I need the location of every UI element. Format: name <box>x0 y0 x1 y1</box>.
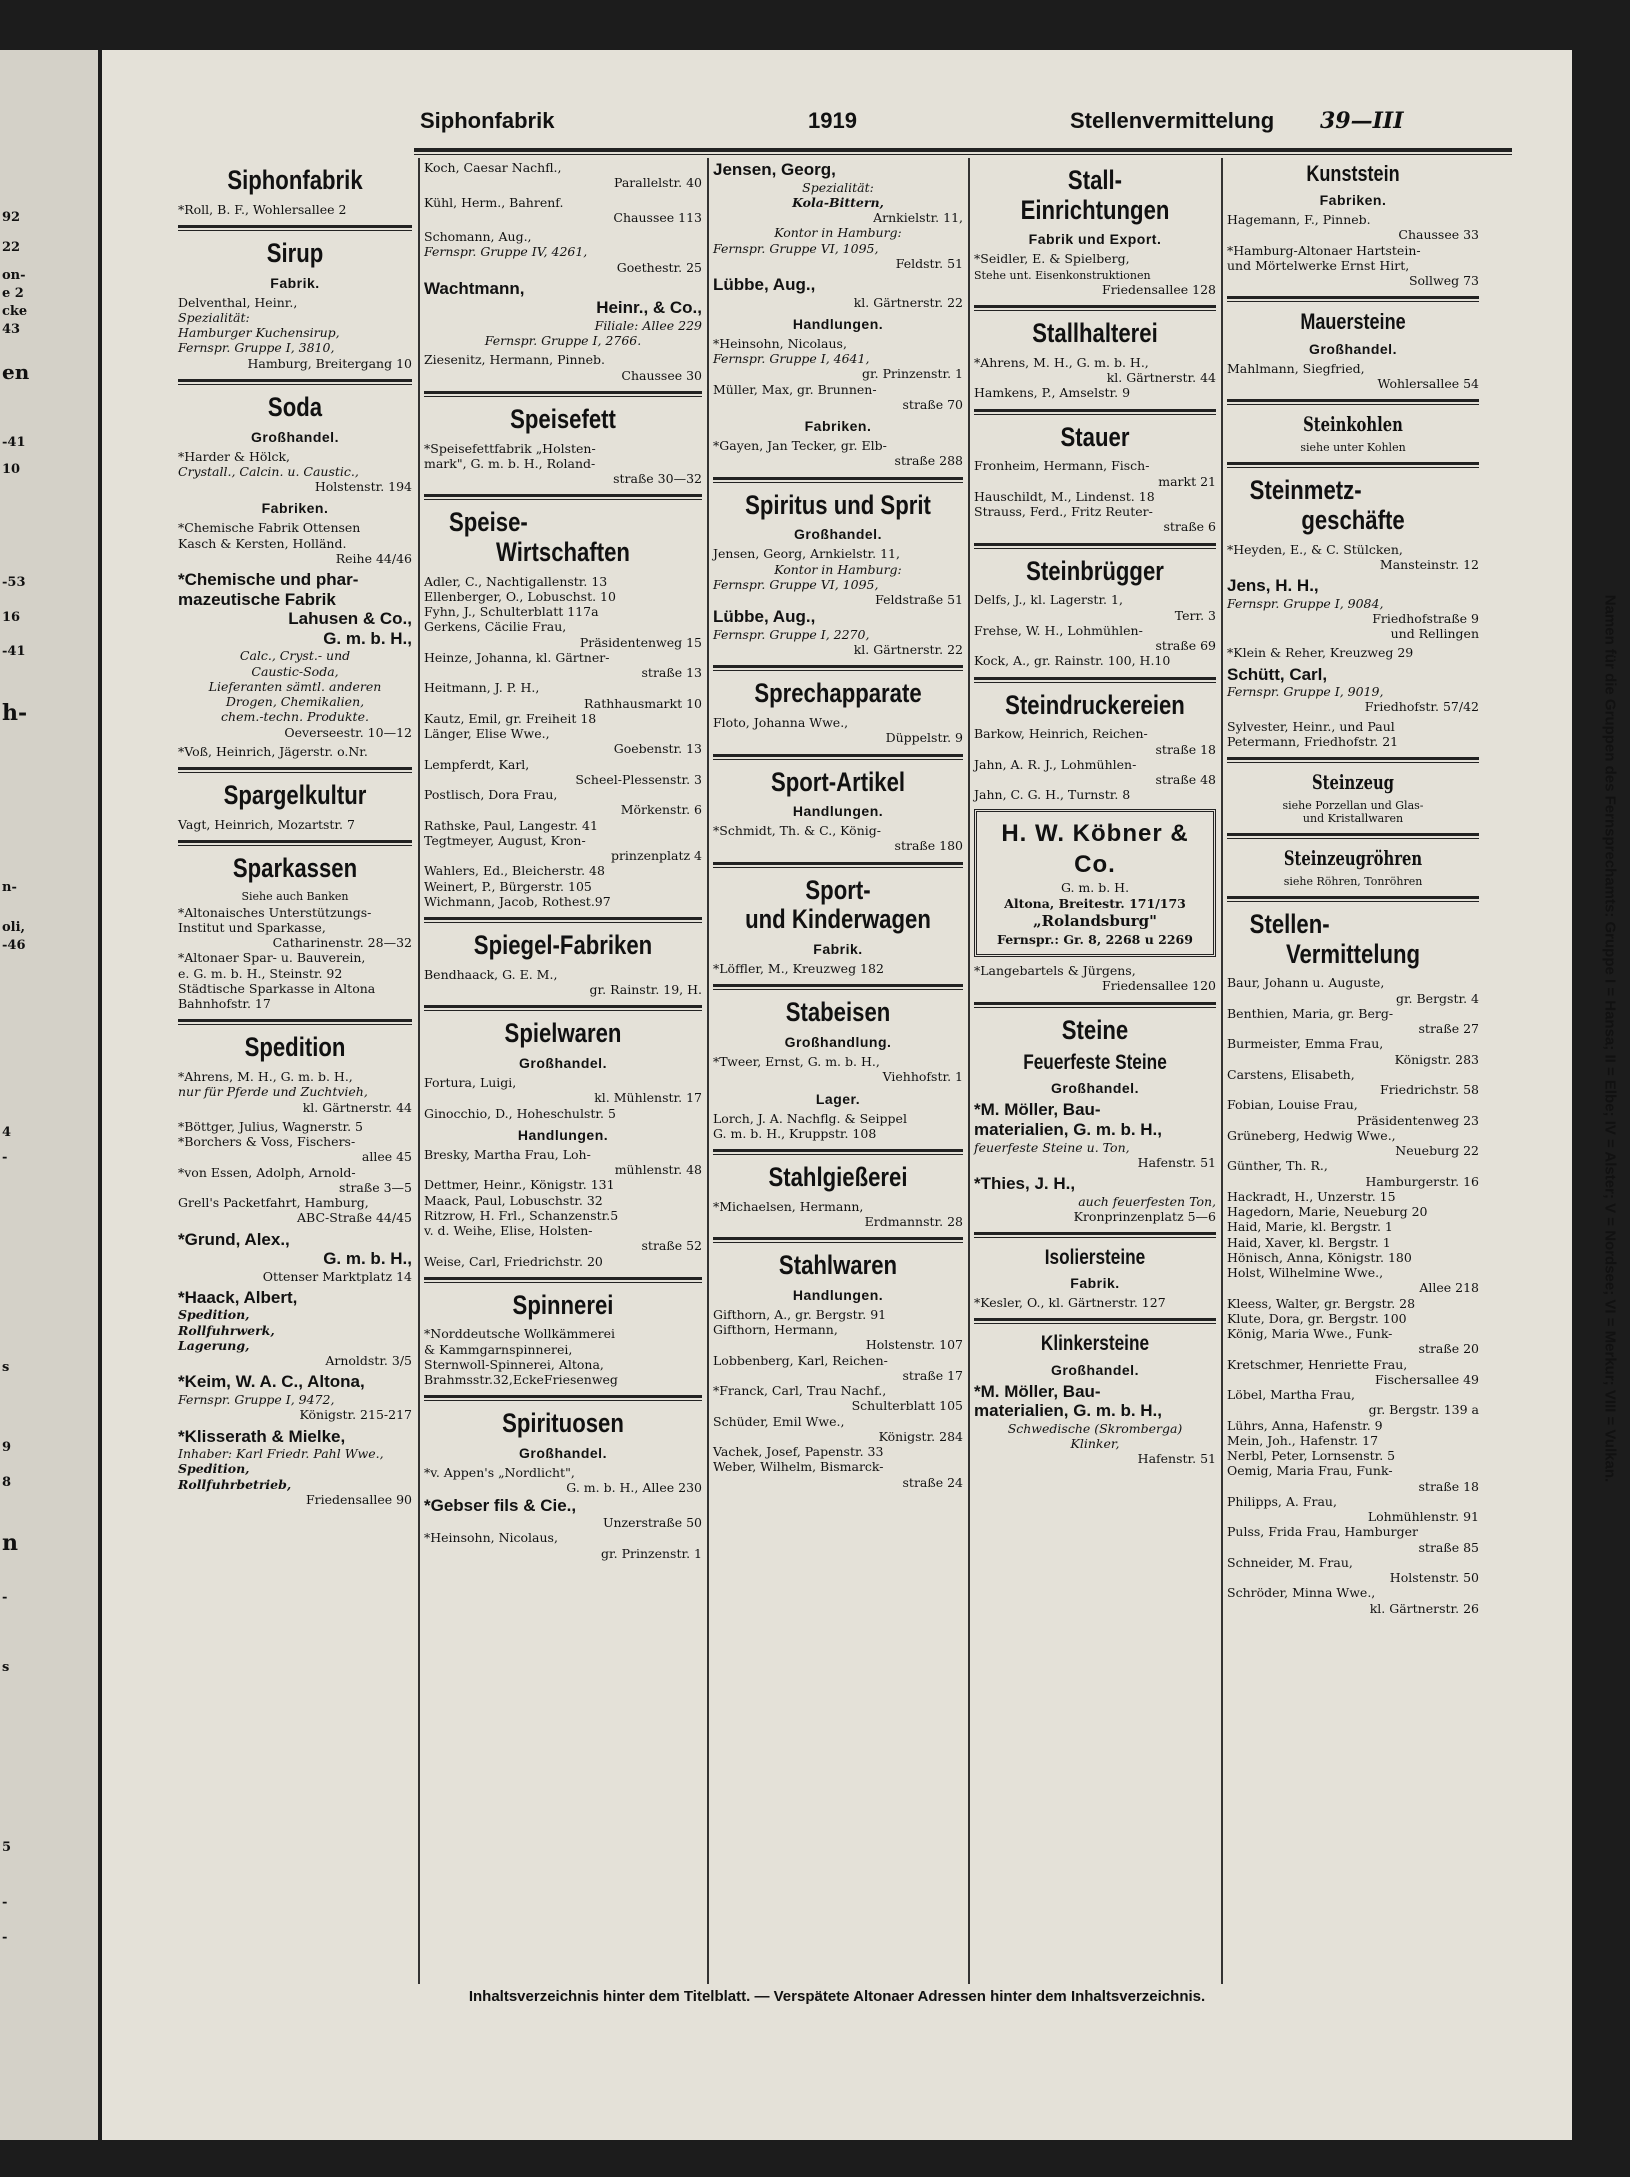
section-title: Steinbrügger <box>1026 555 1164 586</box>
subheading: Handlungen. <box>792 315 884 332</box>
entry: *Norddeutsche Wollkämmerei & Kammgarnspinnerei, Sternwoll-Spinnerei, Altona, Brahmsstr.32,EckeFriesenweg <box>424 1326 618 1388</box>
entry: Schomann, Aug., Fernspr. Gruppe IV, 4261, Goethestr. 25 <box>424 229 702 275</box>
separator <box>974 1002 1216 1008</box>
entry: *Chemische Fabrik Ottensen Kasch & Kersten, Holländ. Reihe 44/46 <box>178 520 412 566</box>
section-title: Isoliersteine <box>1044 1246 1146 1270</box>
subheading: Großhandel. <box>794 526 882 543</box>
entry-list: Bresky, Martha Frau, Loh- mühlenstr. 48 Dettmer, Heinr., Königstr. 131 Maack, Paul, Lobuschstr. 32 Ritzrow, H. Frl., Schanzenstr.5 v. d. Weihe, Elise, Holsten- straße 52 Weise, Carl, Friedrichstr. 20 <box>424 1146 702 1269</box>
separator <box>424 917 702 923</box>
separator <box>713 862 963 868</box>
separator <box>1227 896 1479 902</box>
section-title: Spielwaren <box>504 1018 622 1049</box>
separator <box>424 1005 702 1011</box>
column-2 <box>424 158 702 1984</box>
section-title: Spirituosen <box>502 1408 624 1439</box>
subheading: Fabrik und Export. <box>1028 231 1162 248</box>
section-title: Feuerfeste Steine <box>1023 1051 1167 1075</box>
advertiser-phone: Fernspr.: Gr. 8, 2268 u 2269 <box>997 931 1193 947</box>
separator <box>974 1318 1216 1324</box>
vertical-sidebar-note <box>1590 270 1630 1830</box>
column-rule <box>707 158 709 1984</box>
entry: Lorch, J. A. Nachflg. & Seippel G. m. b. H., Kruppstr. 108 <box>713 1110 907 1141</box>
entry: Koch, Caesar Nachfl., Parallelstr. 40 <box>424 160 702 191</box>
entry: *Seidler, E. & Spielberg, Stehe unt. Eisenkonstruktionen Friedensallee 128 <box>974 251 1216 298</box>
subheading: Großhandel. <box>251 428 339 445</box>
prev-fragment: - <box>2 1590 8 1605</box>
entry: *M. Möller, Bau- materialien, G. m. b. H., feuerfeste Steine u. Ton, Hafenstr. 51 <box>974 1100 1216 1170</box>
prev-fragment: -41 <box>2 435 26 450</box>
separator <box>713 984 963 990</box>
advertiser-address: Altona, Breitestr. 171/173 <box>1004 896 1186 912</box>
section-title: Steinzeug <box>1312 770 1394 795</box>
entry: *Ahrens, M. H., G. m. b. H., nur für Pferde und Zuchtvieh, kl. Gärtnerstr. 44 <box>178 1069 412 1115</box>
entry: Ziesenitz, Hermann, Pinneb. Chaussee 30 <box>424 352 702 383</box>
entry-list: Gifthorn, A., gr. Bergstr. 91 Gifthorn, Hermann, Holstenstr. 107 Lobbenberg, Karl, Reichen- straße 17 *Franck, Carl, Trau Nachf., Schulterblatt 105 Schüder, Emil Wwe., Königstr. 284 Vachek, Josef, Papenstr. 33 Weber, Wilhelm, Bismarck- straße 24 <box>713 1306 963 1490</box>
entry: Lübbe, Aug., kl. Gärtnerstr. 22 <box>713 275 963 310</box>
entry: Bendhaack, G. E. M., gr. Rainstr. 19, H. <box>424 966 702 998</box>
separator <box>1227 757 1479 763</box>
advertiser-name: H. W. Köbner & Co. <box>1001 819 1189 878</box>
entry: *Harder & Hölck, Crystall., Calcin. u. Caustic., Holstenstr. 194 <box>178 448 412 495</box>
separator <box>1227 399 1479 405</box>
prev-fragment: - <box>2 1895 8 1910</box>
subheading: Großhandel. <box>519 1445 607 1462</box>
prev-fragment: h- <box>2 700 28 726</box>
running-head-right: Stellenvermittelung <box>1070 108 1275 133</box>
separator <box>424 1395 702 1401</box>
running-head-left: Siphonfabrik <box>420 108 555 133</box>
section-title: Einrichtungen <box>1020 194 1170 225</box>
prev-fragment: e 2 <box>2 286 24 301</box>
entry: Jens, H. H., Fernspr. Gruppe I, 9084, Friedhofstraße 9 und Rellingen <box>1227 576 1479 642</box>
entry: *v. Appen's „Nordlicht", G. m. b. H., Allee 230 *Gebser fils & Cie., Unzerstraße 50 *Heinsohn, Nicolaus, gr. Prinzenstr. 1 <box>424 1465 702 1561</box>
advertiser-form: G. m. b. H. <box>1060 879 1130 895</box>
subheading: Lager. <box>815 1090 861 1107</box>
subheading: Großhandel. <box>1051 1361 1139 1378</box>
section-title: Spiegel-Fabriken <box>473 930 653 961</box>
entry: Jensen, Georg, Spezialität: Kola-Bittern, Arnkielstr. 11, Kontor in Hamburg: Fernspr. Gruppe VI, 1095, Feldstr. 51 <box>713 160 963 271</box>
subheading: Großhandel. <box>1309 340 1397 357</box>
separator <box>974 1232 1216 1238</box>
cross-reference: siehe unter Kohlen <box>1300 441 1406 455</box>
subheading: Fabrik. <box>1070 1275 1120 1292</box>
entry: *Klisserath & Mielke, Inhaber: Karl Friedr. Pahl Wwe., Spedition, Rollfuhrbetrieb, Friedensallee 90 <box>178 1426 412 1507</box>
entry: *Michaelsen, Hermann, Erdmannstr. 28 <box>713 1198 963 1229</box>
section-title: Spinnerei <box>512 1289 614 1320</box>
entry: *Haack, Albert, Spedition, Rollfuhrwerk, Lagerung, Arnoldstr. 3/5 <box>178 1287 412 1369</box>
cross-reference: siehe Porzellan und Glas- und Kristallwaren <box>1282 799 1424 826</box>
subheading: Handlungen. <box>517 1126 609 1143</box>
entry: Kühl, Herm., Bahrenf. Chaussee 113 <box>424 194 702 225</box>
column-5 <box>1227 158 1479 1984</box>
previous-page-edge <box>0 50 98 2140</box>
prev-fragment: en <box>2 360 30 384</box>
subheading: Großhandel. <box>519 1055 607 1072</box>
entry: *M. Möller, Bau- materialien, G. m. b. H., Schwedische (Skromberga) Klinker, Hafenstr. 51 <box>974 1381 1216 1467</box>
subheading: Handlungen. <box>792 1286 884 1303</box>
entry: Barkow, Heinrich, Reichen- straße 18 Jahn, A. R. J., Lohmühlen- straße 48 Jahn, C. G. H., Turnstr. 8 <box>974 726 1216 803</box>
section-title: Sprechapparate <box>754 678 922 709</box>
section-title: Stall- <box>1067 165 1123 195</box>
entry: Wachtmann, Heinr., & Co., Filiale: Allee 229 Fernspr. Gruppe I, 2766. <box>424 278 702 349</box>
subheading: Fabriken. <box>261 500 329 517</box>
prev-fragment: -46 <box>2 938 26 953</box>
column-rule <box>968 158 970 1984</box>
section-title: Spedition <box>244 1032 346 1063</box>
cross-reference: Siehe auch Banken <box>241 889 349 903</box>
entry: Sylvester, Heinr., und Paul Petermann, Friedhofstr. 21 <box>1227 718 1399 749</box>
separator <box>713 1149 963 1155</box>
separator <box>424 391 702 397</box>
telephone-groups-note: Namen für die Gruppen des Fernsprechamts: Gruppe I = Hansa; II = Elbe; IV = Alster; V = Nordsee; VI = Merkur; VIII = Vulkan. <box>1601 594 1619 1483</box>
column-rule <box>418 158 420 1984</box>
subheading: Fabrik. <box>270 274 320 291</box>
directory-page <box>102 50 1619 2140</box>
entry: *Langebartels & Jürgens, Friedensallee 120 <box>974 963 1216 994</box>
prev-fragment: 16 <box>2 610 21 625</box>
section-title: Vermittelung <box>1285 938 1421 969</box>
section-title: Steinkohlen <box>1303 412 1403 437</box>
column-rule <box>1221 158 1223 1984</box>
entry: *Voß, Heinrich, Jägerstr. o.Nr. <box>178 743 368 759</box>
separator <box>1227 462 1479 468</box>
header-rule <box>414 148 1512 155</box>
entry: Mahlmann, Siegfried, Wohlersallee 54 <box>1227 360 1479 391</box>
entry: Jensen, Georg, Arnkielstr. 11, Kontor in Hamburg: Fernspr. Gruppe VI, 1095, Feldstraße 51 Lübbe, Aug., Fernspr. Gruppe I, 2270, kl. Gärtnerstr. 22 <box>713 546 963 658</box>
entry: Hagemann, F., Pinneb. Chaussee 33 *Hamburg-Altonaer Hartstein- und Mörtelwerke Ernst Hirt, Sollweg 73 <box>1227 212 1479 289</box>
entry: *Heinsohn, Nicolaus, Fernspr. Gruppe I, 4641, gr. Prinzenstr. 1 Müller, Max, gr. Brunnen- straße 70 <box>713 335 963 412</box>
entry: *Gayen, Jan Tecker, gr. Elb- straße 288 <box>713 438 963 469</box>
entry: *Keim, W. A. C., Altona, Fernspr. Gruppe I, 9472, Königstr. 215-217 <box>178 1372 412 1423</box>
entry: *Speisefettfabrik „Holsten- mark", G. m. b. H., Roland- straße 30—32 <box>424 440 702 487</box>
subheading: Großhandlung. <box>784 1034 892 1051</box>
entry: Delfs, J., kl. Lagerstr. 1, Terr. 3 Frehse, W. H., Lohmühlen- straße 69 Kock, A., gr. Rainstr. 100, H.10 <box>974 592 1216 669</box>
advertiser-building: „Rolandsburg" <box>1033 912 1157 931</box>
prev-fragment: 92 <box>2 210 21 225</box>
section-title: Speisefett <box>510 403 616 434</box>
entry: *Ahrens, M. H., G. m. b. H., kl. Gärtnerstr. 44 Hamkens, P., Amselstr. 9 <box>974 354 1216 401</box>
prev-fragment: cke <box>2 304 28 319</box>
separator <box>974 305 1216 311</box>
entry-list: Baur, Johann u. Auguste, gr. Bergstr. 4 Benthien, Maria, gr. Berg- straße 27 Burmeister, Emma Frau, Königstr. 283 Carstens, Elisabeth, Friedrichstr. 58 Fobian, Louise Frau, Präsidentenweg 23 Grüneberg, Hedwig Wwe., Neueburg 22 Günther, Th. R., Hamburgerstr. 16 Hackradt, H., Unzerstr. 15 Hagedorn, Marie, Neueburg 20 Haid, Marie, kl. Bergstr. 1 Haid, Xaver, kl. Bergstr. 1 Hönisch, Anna, Königstr. 180 Holst, Wilhelmine Wwe., Allee 218 Kleess, Walter, gr. Bergstr. 28 Klute, Dora, gr. Bergstr. 100 König, Maria Wwe., Funk- straße 20 Kretschmer, Henriette Frau, Fischersallee 49 Löbel, Martha Frau, gr. Bergstr. 139 a Lührs, Anna, Hafenstr. 9 Mein, Joh., Hafenstr. 17 Nerbl, Peter, Lornsenstr. 5 Oemig, Maria Frau, Funk- straße 18 Philipps, A. Frau, Lohmühlenstr. 91 Pulss, Frida Frau, Hamburger straße 85 Schneider, M. Frau, Holstenstr. 50 Schröder, Minna Wwe., kl. Gärtnerstr. 26 <box>1227 975 1479 1616</box>
column-4 <box>974 158 1216 1984</box>
prev-fragment: 10 <box>2 462 21 477</box>
subheading: Großhandel. <box>1051 1080 1139 1097</box>
prev-fragment: oli, <box>2 920 26 935</box>
entry: *Löffler, M., Kreuzweg 182 <box>713 961 884 977</box>
section-title: geschäfte <box>1301 504 1405 535</box>
subheading: Fabrik. <box>813 941 863 958</box>
entry: *Altonaisches Unterstützungs- Institut und Sparkasse, Catharinenstr. 28—32 *Altonaer Spar- u. Bauverein, e. G. m. b. H., Steinstr. 92 Städtische Sparkasse in Altona Bahnhofstr. 17 <box>178 904 412 1012</box>
entry: *Heyden, E., & C. Stülcken, Mansteinstr. 12 <box>1227 541 1479 572</box>
separator <box>974 677 1216 683</box>
prev-fragment: s <box>2 1360 10 1375</box>
separator <box>974 543 1216 549</box>
section-title: Spargelkultur <box>223 780 367 810</box>
separator <box>1227 296 1479 302</box>
prev-fragment: -41 <box>2 644 26 659</box>
entry: Schütt, Carl, Fernspr. Gruppe I, 9019, Friedhofstr. 57/42 <box>1227 664 1479 715</box>
prev-fragment: 9 <box>2 1440 12 1455</box>
separator <box>424 1277 702 1283</box>
section-title: Stahlgießerei <box>768 1162 908 1193</box>
section-title: Speise- <box>449 507 528 538</box>
prev-fragment: 8 <box>2 1475 12 1490</box>
page-footer: Inhaltsverzeichnis hinter dem Titelblatt. — Verspätete Altonaer Adressen hinter dem Inhaltsverzeichnis. <box>468 1988 1206 2005</box>
separator <box>178 767 412 773</box>
entry-list: Adler, C., Nachtigallenstr. 13 Ellenberger, O., Lobuschst. 10 Fyhn, J., Schulterblatt 117a Gerkens, Cäcilie Frau, Präsidentenweg 15 Heinze, Johanna, kl. Gärtner- straße 13 Heitmann, J. P. H., Rathhausmarkt 10 Kautz, Emil, gr. Freiheit 18 Länger, Elise Wwe., Goebenstr. 13 Lempferdt, Karl, Scheel-Plessenstr. 3 Postlisch, Dora Frau, Mörkenstr. 6 Rathske, Paul, Langestr. 41 Tegtmeyer, August, Kron- prinzenplatz 4 Wahlers, Ed., Bleicherstr. 48 Weinert, P., Bürgerstr. 105 Wichmann, Jacob, Rothest.97 <box>424 573 702 909</box>
prev-fragment: - <box>2 1930 8 1945</box>
section-title: Steinzeugröhren <box>1283 846 1423 871</box>
entry: *Roll, B. F., Wohlersallee 2 <box>178 201 347 217</box>
prev-fragment: 4 <box>2 1125 12 1140</box>
prev-fragment: n- <box>2 880 17 895</box>
section-title: Siphonfabrik <box>227 165 363 195</box>
separator <box>974 409 1216 415</box>
separator <box>178 379 412 385</box>
separator <box>424 494 702 500</box>
entry: *Schmidt, Th. & C., König- straße 180 <box>713 823 963 854</box>
section-title: Sirup <box>266 237 324 268</box>
entry: *Böttger, Julius, Wagnerstr. 5 *Borchers & Voss, Fischers- allee 45 *von Essen, Adolph, Arnold- straße 3—5 Grell's Packetfahrt, Hamburg, ABC-Straße 44/45 <box>178 1118 412 1226</box>
entry: *Klein & Reher, Kreuzweg 29 <box>1227 645 1414 661</box>
prev-fragment: -53 <box>2 575 26 590</box>
section-title: und Kinderwagen <box>745 904 931 935</box>
subheading: Fabriken. <box>1319 192 1387 209</box>
page-number: 39—III <box>1320 108 1404 134</box>
entry: *Kesler, O., kl. Gärtnerstr. 127 <box>974 1295 1166 1311</box>
section-title: Steinmetz- <box>1249 475 1362 506</box>
prev-fragment: - <box>2 1150 8 1165</box>
subheading: Fabriken. <box>804 418 872 435</box>
section-title: Sport- <box>805 874 871 905</box>
entry: Delventhal, Heinr., Spezialität: Hamburger Kuchensirup, Fernspr. Gruppe I, 3810, Hamburg, Breitergang 10 <box>178 294 412 371</box>
prev-fragment: s <box>2 1660 10 1675</box>
separator <box>178 225 412 231</box>
separator <box>1227 833 1479 839</box>
entry: *Grund, Alex., G. m. b. H., Ottenser Marktplatz 14 <box>178 1229 412 1284</box>
section-title: Stabeisen <box>785 997 891 1028</box>
section-title: Steine <box>1061 1014 1129 1045</box>
section-title: Steindruckereien <box>1005 689 1185 720</box>
prev-fragment: 22 <box>2 240 21 255</box>
section-title: Mauersteine <box>1300 309 1406 335</box>
separator <box>713 1237 963 1243</box>
prev-fragment: on- <box>2 268 26 283</box>
advertisement-box <box>974 809 1216 958</box>
section-title: Stauer <box>1060 421 1130 452</box>
column-3 <box>713 158 963 1984</box>
section-title: Klinkersteine <box>1040 1332 1150 1356</box>
section-title: Kunststein <box>1306 161 1400 186</box>
subheading: Handlungen. <box>792 803 884 820</box>
separator <box>178 840 412 846</box>
separator <box>713 665 963 671</box>
prev-fragment: 43 <box>2 322 21 337</box>
section-title: Soda <box>267 391 323 422</box>
section-title: Sport-Artikel <box>770 766 906 797</box>
prev-fragment: n <box>2 1530 18 1556</box>
cross-reference: siehe Röhren, Tonröhren <box>1283 875 1423 889</box>
section-title: Stellen- <box>1249 909 1330 940</box>
section-title: Stahlwaren <box>778 1250 898 1281</box>
entry: *Chemische und phar- mazeutische Fabrik Lahusen & Co., G. m. b. H., Calc., Cryst.- und Caustic-Soda, Lieferanten sämtl. anderen Drogen, Chemikalien, chem.-techn. Produkte. Oeverseestr. 10—12 <box>178 570 412 740</box>
entry: *Tweer, Ernst, G. m. b. H., Viehhofstr. 1 <box>713 1054 963 1085</box>
entry: Fronheim, Hermann, Fisch- markt 21 Hauschildt, M., Lindenst. 18 Strauss, Ferd., Fritz Reuter- straße 6 <box>974 458 1216 535</box>
section-title: Spiritus und Sprit <box>745 489 931 520</box>
entry: Vagt, Heinrich, Mozartstr. 7 <box>178 816 355 832</box>
entry: *Thies, J. H., auch feuerfesten Ton, Kronprinzenplatz 5—6 <box>974 1174 1216 1224</box>
column-1 <box>178 158 412 1984</box>
running-head-year: 1919 <box>808 108 857 133</box>
prev-fragment: 5 <box>2 1840 12 1855</box>
entry: Fortura, Luigi, kl. Mühlenstr. 17 Ginocchio, D., Hoheschulstr. 5 <box>424 1075 702 1121</box>
section-title: Stallhalterei <box>1032 318 1158 349</box>
separator <box>178 1019 412 1025</box>
section-title: Sparkassen <box>232 852 358 883</box>
section-title: Wirtschaften <box>496 536 630 567</box>
separator <box>713 477 963 483</box>
separator <box>713 754 963 760</box>
entry: Floto, Johanna Wwe., Düppelstr. 9 <box>713 715 963 746</box>
